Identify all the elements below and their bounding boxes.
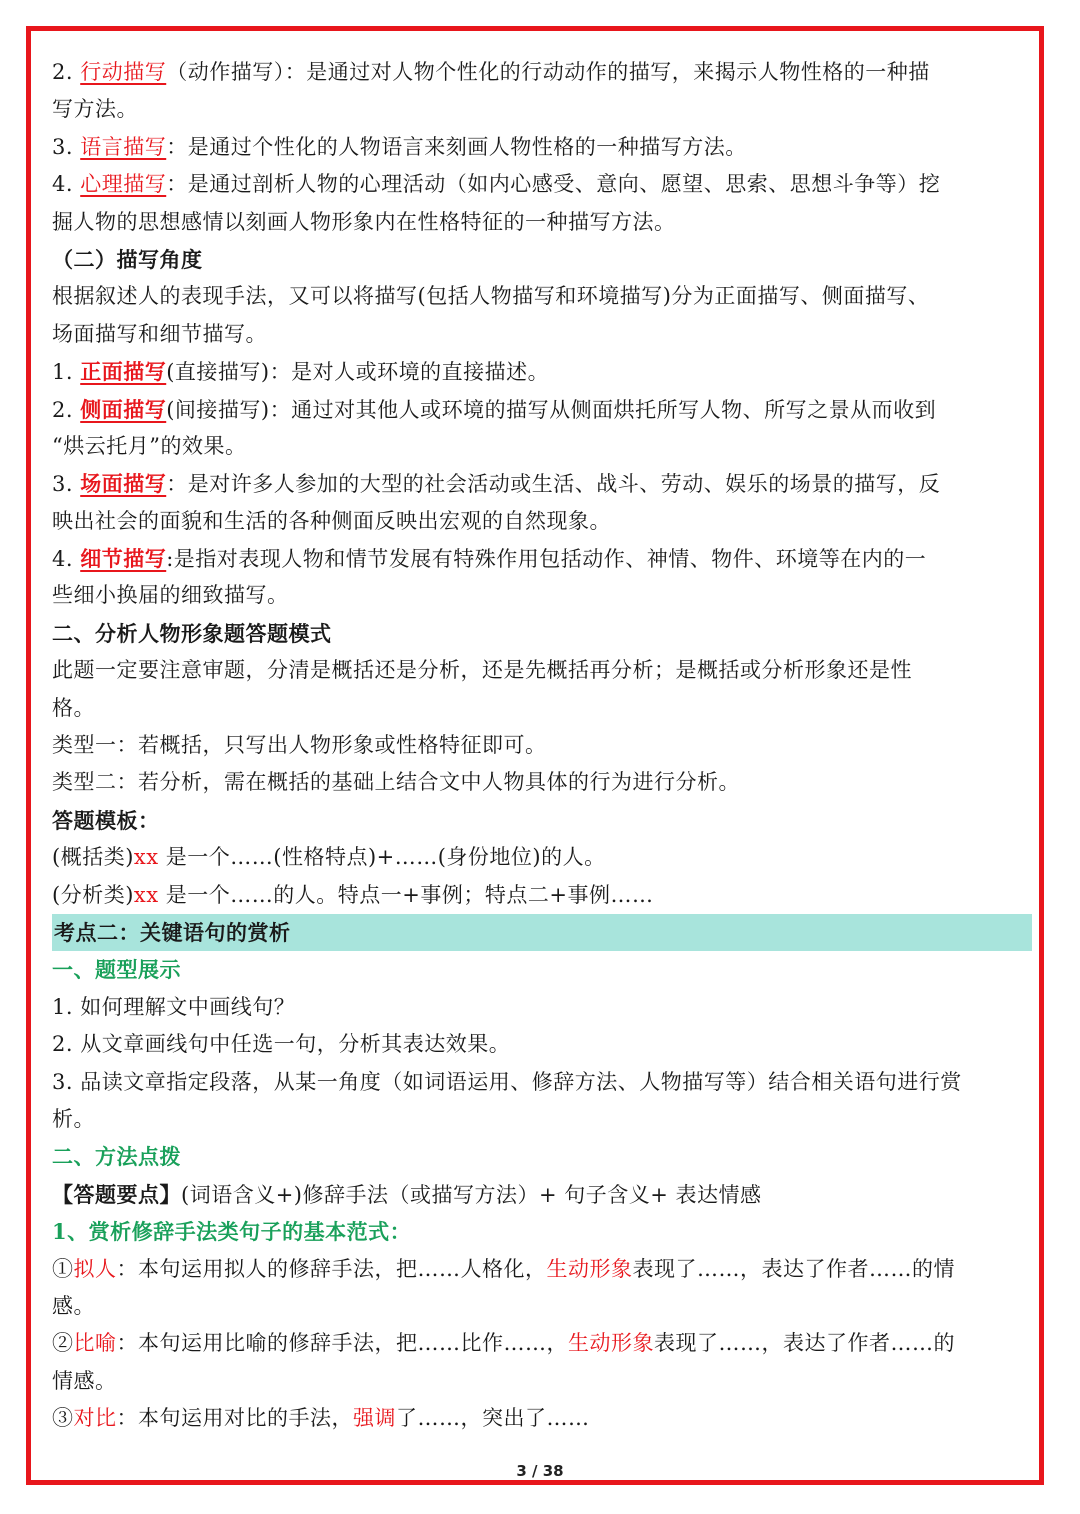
rhetoric-text: ：本句运用对比的手法， xyxy=(116,1406,353,1431)
rhetoric-text: 表现了……，表达了作者……的 xyxy=(654,1331,955,1356)
text-line: 掘人物的思想感情以刻画人物形象内在性格特征的一种描写方法。 xyxy=(52,209,676,234)
rhetoric-name: 拟人 xyxy=(73,1256,117,1281)
question-item: 2. 从文章画线句中任选一句，分析其表达效果。 xyxy=(52,1032,511,1057)
rhetoric-metaphor xyxy=(52,1325,1032,1362)
answer-template-label: 答题模板： xyxy=(52,807,160,833)
term-language-description: 语言描写 xyxy=(80,134,167,159)
rhetoric-name: 比喻 xyxy=(73,1331,117,1356)
item-number: 3. xyxy=(52,134,81,159)
question-item: 3. 品读文章指定段落，从某一角度（如词语运用、修辞方法、人物描写等）结合相关语句进行赏 xyxy=(52,1069,962,1094)
document-body xyxy=(52,54,1032,1437)
term-scene-description: 场面描写 xyxy=(80,471,167,497)
circled-number: ③ xyxy=(52,1406,74,1431)
placeholder-xx: xx xyxy=(133,882,159,907)
definition-text: （动作描写）：是通过对人物个性化的行动动作的描写，来揭示人物性格的一种描 xyxy=(166,60,930,84)
definition-text: :是指对表现人物和情节发展有特殊作用包括动作、神情、物件、环境等在内的一 xyxy=(166,547,927,572)
item-number: 3. xyxy=(52,472,81,497)
line-action-description xyxy=(52,54,1032,91)
placeholder-xx: xx xyxy=(133,845,159,870)
line-scene-description xyxy=(52,465,1032,502)
term-detail-description: 细节描写 xyxy=(80,546,167,572)
text-line: 映出社会的面貌和生活的各种侧面反映出宏观的自然现象。 xyxy=(52,508,611,533)
definition-text: (直接描写)：是对人或环境的直接描述。 xyxy=(166,360,550,385)
section-heading-description-angle: （二）描写角度 xyxy=(52,246,203,272)
rhetoric-name: 对比 xyxy=(73,1406,117,1431)
text-line: 格。 xyxy=(52,695,95,720)
item-number: 2. xyxy=(52,397,81,422)
rhetoric-contrast xyxy=(52,1400,1032,1437)
text-line: 写方法。 xyxy=(52,97,138,122)
template-type: (概括类) xyxy=(52,845,134,870)
highlight-text: 生动形象 xyxy=(568,1331,654,1356)
rhetoric-text: 表现了……，表达了作者……的情 xyxy=(632,1256,955,1281)
item-number: 1. xyxy=(52,360,81,385)
sub-heading-rhetoric-paradigm: 1、赏析修辞手法类句子的基本范式： xyxy=(52,1219,412,1245)
term-indirect-description: 侧面描写 xyxy=(80,396,167,422)
term-psychological-description: 心理描写 xyxy=(80,172,167,197)
definition-text: ：是通过个性化的人物语言来刻画人物性格的一种描写方法。 xyxy=(166,134,747,159)
template-analysis xyxy=(52,877,1032,914)
highlight-text: 生动形象 xyxy=(546,1256,633,1281)
rhetoric-personification xyxy=(52,1251,1032,1288)
line-indirect-description xyxy=(52,391,1032,428)
key-points-label: 【答题要点】 xyxy=(52,1181,181,1207)
rhetoric-text: ：本句运用拟人的修辞手法，把……人格化， xyxy=(116,1256,547,1281)
item-number: 2. xyxy=(52,60,81,84)
text-line: 感。 xyxy=(52,1293,95,1318)
item-number: 4. xyxy=(52,172,81,197)
line-direct-description xyxy=(52,353,1032,390)
term-direct-description: 正面描写 xyxy=(80,359,167,385)
definition-text: (间接描写)：通过对其他人或环境的描写从侧面烘托所写人物、所写之景从而收到 xyxy=(166,397,937,422)
highlight-text: 强调 xyxy=(353,1406,396,1431)
circled-number: ① xyxy=(52,1256,74,1281)
template-text: 是一个……的人。特点一+事例；特点二+事例…… xyxy=(158,882,654,907)
rhetoric-text: 了……，突出了…… xyxy=(396,1406,590,1431)
page-number: 3 / 38 xyxy=(516,1462,564,1480)
term-action-description: 行动描写 xyxy=(80,60,167,84)
definition-text: ：是对许多人参加的大型的社会活动或生活、战斗、劳动、娱乐的场景的描写，反 xyxy=(166,472,941,497)
key-points-text: (词语含义+)修辞手法（或描写方法）+ 句子含义+ 表达情感 xyxy=(181,1182,762,1207)
answer-key-points xyxy=(52,1176,1032,1213)
section-heading-question-types: 一、题型展示 xyxy=(52,957,181,983)
template-type: (分析类) xyxy=(52,882,134,907)
text-line: “烘云托月”的效果。 xyxy=(52,433,247,458)
text-line: 析。 xyxy=(52,1106,95,1131)
text-line: 类型二：若分析，需在概括的基础上结合文中人物具体的行为进行分析。 xyxy=(52,770,740,795)
line-detail-description xyxy=(52,540,1032,577)
template-summary xyxy=(52,839,1032,876)
text-line: 场面描写和细节描写。 xyxy=(52,321,267,346)
text-line: 情感。 xyxy=(52,1368,117,1393)
text-line: 类型一：若概括，只写出人物形象或性格特征即可。 xyxy=(52,733,547,758)
topic-banner: 考点二：关键语句的赏析 xyxy=(52,914,1032,951)
text-line: 此题一定要注意审题，分清是概括还是分析，还是先概括再分析；是概括或分析形象还是性 xyxy=(52,658,912,683)
section-heading-method-tips: 二、方法点拨 xyxy=(52,1144,181,1170)
circled-number: ② xyxy=(52,1331,74,1356)
definition-text: ：是通过剖析人物的心理活动（如内心感受、意向、愿望、思索、思想斗争等）挖 xyxy=(166,172,941,197)
question-item: 1. 如何理解文中画线句？ xyxy=(52,994,296,1019)
line-language-description xyxy=(52,129,1032,166)
section-heading-character-analysis: 二、分析人物形象题答题模式 xyxy=(52,620,332,646)
text-line: 根据叙述人的表现手法，又可以将描写(包括人物描写和环境描写)分为正面描写、侧面描写、 xyxy=(52,284,930,309)
text-line: 些细小换届的细致描写。 xyxy=(52,583,289,608)
template-text: 是一个……(性格特点)+……(身份地位)的人。 xyxy=(158,845,606,870)
rhetoric-text: ：本句运用比喻的修辞手法，把……比作……， xyxy=(116,1331,568,1356)
item-number: 4. xyxy=(52,547,81,572)
line-psychological-description xyxy=(52,166,1032,203)
